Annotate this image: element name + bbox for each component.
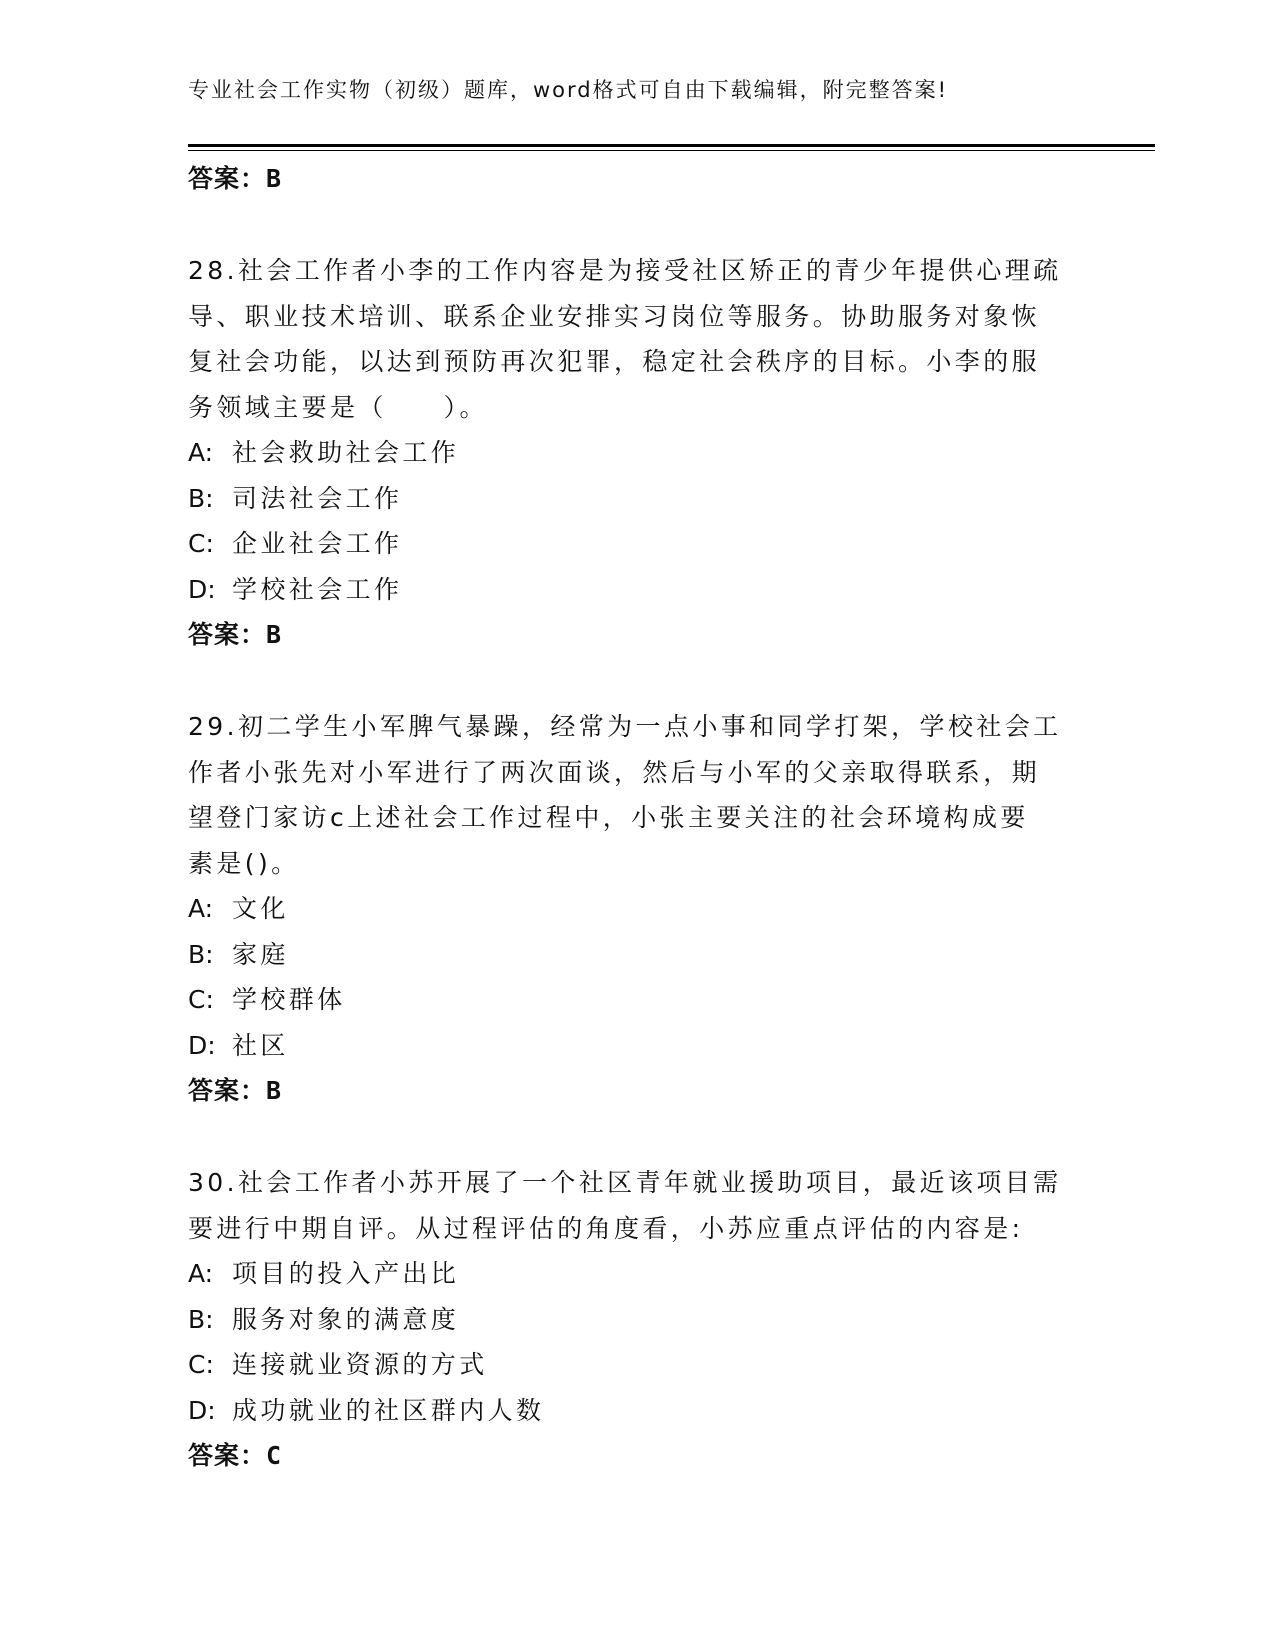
answer-label: 答案： — [188, 1076, 267, 1105]
option-letter: C: — [188, 1350, 214, 1379]
option-letter: D: — [188, 1395, 216, 1425]
answer-value: B — [266, 1076, 282, 1105]
answer-line — [188, 1433, 1088, 1479]
option-letter: A: — [188, 894, 214, 923]
answer-value: B — [266, 620, 282, 649]
option-text: 学校群体 — [232, 985, 346, 1014]
option-text: 司法社会工作 — [232, 483, 403, 513]
option-text: 学校社会工作 — [232, 574, 403, 604]
option-a — [188, 1251, 1088, 1297]
option-letter: C: — [188, 985, 214, 1014]
option-c — [188, 521, 1088, 567]
option-text: 企业社会工作 — [232, 529, 403, 558]
option-text: 文化 — [232, 894, 289, 923]
option-c — [188, 1342, 1088, 1388]
header-rule-thin — [188, 150, 1155, 151]
answer-label: 答案： — [188, 620, 267, 649]
question-text: 28.社会工作者小李的工作内容是为接受社区矫正的青少年提供心理疏 — [188, 256, 1062, 285]
question-text: 望登门家访c上述社会工作过程中，小张主要关注的社会环境构成要 — [188, 803, 1029, 832]
question-text: 导、职业技术培训、联系企业安排实习岗位等服务。协助服务对象恢 — [188, 301, 1041, 331]
option-letter: B: — [188, 939, 214, 969]
spacer — [188, 202, 1088, 248]
option-text: 成功就业的社区群内人数 — [232, 1395, 545, 1425]
option-a — [188, 430, 1088, 476]
question-text: 复社会功能，以达到预防再次犯罪，稳定社会秩序的目标。小李的服 — [188, 347, 1041, 376]
answer-value: C — [266, 1441, 282, 1470]
answer-line — [188, 156, 1088, 202]
answer-line — [188, 612, 1088, 658]
question-text: 作者小张先对小军进行了两次面谈，然后与小军的父亲取得联系，期 — [188, 757, 1041, 787]
spacer — [188, 1114, 1088, 1160]
option-letter: A: — [188, 438, 214, 467]
option-a — [188, 886, 1088, 932]
option-b — [188, 1297, 1088, 1343]
option-text: 项目的投入产出比 — [232, 1259, 460, 1288]
option-text: 连接就业资源的方式 — [232, 1350, 488, 1379]
option-d — [188, 567, 1088, 613]
option-text: 社区 — [232, 1030, 289, 1060]
question-28 — [188, 248, 1088, 658]
header-rule-thick — [188, 144, 1155, 147]
question-text: 素是()。 — [188, 848, 300, 878]
question-text: 务领域主要是（ ）。 — [188, 392, 488, 422]
option-letter: B: — [188, 483, 214, 513]
option-letter: D: — [188, 1030, 216, 1060]
question-text: 29.初二学生小军脾气暴躁，经常为一点小事和同学打架，学校社会工 — [188, 712, 1062, 741]
option-text: 社会救助社会工作 — [232, 438, 460, 467]
option-b — [188, 476, 1088, 522]
option-letter: D: — [188, 574, 216, 604]
option-letter: A: — [188, 1259, 214, 1288]
option-letter: B: — [188, 1304, 214, 1334]
question-text: 30.社会工作者小苏开展了一个社区青年就业援助项目，最近该项目需 — [188, 1168, 1062, 1197]
spacer — [188, 658, 1088, 704]
question-30 — [188, 1160, 1088, 1479]
answer-label: 答案： — [188, 1441, 267, 1470]
question-text: 要进行中期自评。从过程评估的角度看，小苏应重点评估的内容是: — [188, 1213, 1024, 1243]
answer-value: B — [266, 164, 282, 193]
option-letter: C: — [188, 529, 214, 558]
question-list — [188, 156, 1088, 1479]
option-d — [188, 1388, 1088, 1434]
page-header: 专业社会工作实物（初级）题库，word格式可自由下载编辑，附完整答案! — [188, 78, 949, 102]
option-text: 家庭 — [232, 939, 289, 969]
option-b — [188, 932, 1088, 978]
option-c — [188, 977, 1088, 1023]
answer-label: 答案： — [188, 164, 267, 193]
option-d — [188, 1023, 1088, 1069]
answer-line — [188, 1068, 1088, 1114]
option-text: 服务对象的满意度 — [232, 1304, 460, 1334]
question-29 — [188, 704, 1088, 1114]
